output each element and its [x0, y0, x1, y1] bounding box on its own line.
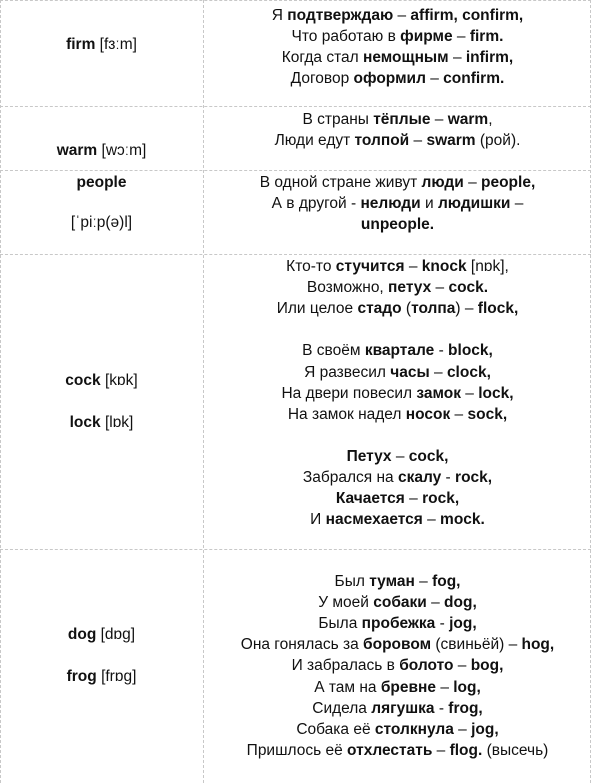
transcription: [kɒk] — [104, 372, 138, 389]
text-segment: – — [430, 111, 448, 128]
poem-line — [204, 741, 591, 761]
poem-line — [204, 27, 591, 47]
bold-text: people, — [481, 174, 536, 191]
word-cell — [0, 254, 203, 549]
text-segment: Пришлось её — [246, 741, 348, 759]
poem-line — [204, 278, 591, 298]
text-segment: - — [441, 469, 456, 486]
bold-text: отхлестать — [347, 741, 433, 759]
bold-text: тёплые — [373, 111, 431, 128]
text-segment: Она гонялась за — [240, 636, 364, 654]
poem-cell — [204, 254, 591, 549]
text-segment: Я развесил — [304, 363, 391, 381]
poem-cell — [204, 106, 591, 170]
poem-line — [204, 614, 591, 634]
text-segment: – — [453, 720, 472, 738]
word-cell — [0, 106, 203, 170]
bold-text: петух — [388, 279, 432, 297]
text-segment: - — [434, 699, 449, 717]
text-segment: – — [431, 279, 449, 297]
poem-line — [204, 447, 591, 467]
text-segment: – — [460, 384, 479, 402]
bold-text: Качается — [335, 490, 405, 508]
bold-text: block, — [448, 342, 493, 360]
text-segment: В одной стране живут — [259, 174, 422, 191]
table-row — [0, 254, 591, 550]
text-segment: Собака её — [296, 720, 375, 738]
bold-text: толпой — [354, 132, 410, 150]
headword: people — [76, 174, 127, 191]
bold-text: нелюди — [360, 195, 421, 213]
poem-line — [204, 173, 591, 193]
text-segment: – — [404, 490, 423, 508]
bold-text: бревне — [380, 678, 437, 696]
poem-line — [204, 299, 591, 319]
word-cell — [0, 549, 203, 783]
table-row — [0, 549, 591, 783]
headword: frog — [66, 668, 97, 685]
bold-text: пробежка — [361, 615, 436, 633]
bold-text: sock, — [467, 405, 508, 423]
headword: dog — [67, 626, 97, 643]
text-segment: В страны — [302, 111, 374, 128]
bold-text: flock, — [477, 300, 519, 318]
text-segment: – — [426, 594, 445, 612]
text-segment: [nɒk], — [466, 258, 509, 275]
poem-line — [204, 341, 591, 361]
text-segment: Была — [318, 615, 362, 633]
bold-text: лягушка — [371, 699, 435, 717]
poem-line — [204, 384, 591, 404]
text-segment: - — [434, 342, 449, 360]
text-segment: Договор — [290, 70, 354, 88]
bold-text: lock, — [478, 384, 514, 402]
text-segment: – — [429, 363, 447, 381]
text-segment: А в другой - — [271, 195, 361, 213]
text-segment: и — [420, 195, 438, 213]
text-segment: – — [391, 447, 409, 465]
bold-text: mock. — [440, 511, 485, 529]
headword-line — [0, 141, 203, 161]
text-segment: Забрался на — [302, 469, 398, 486]
text-segment: У моей — [318, 594, 374, 612]
transcription: [ˈpiːp(ə)l] — [70, 214, 133, 231]
text-segment: Я — [271, 7, 288, 24]
poem-line — [204, 48, 591, 68]
text-segment: – — [409, 132, 427, 150]
bold-text: фирме — [400, 28, 453, 46]
bold-text: замок — [416, 384, 461, 402]
poem-cell — [204, 0, 591, 106]
table-row — [0, 0, 591, 107]
poem-line — [204, 468, 591, 488]
text-segment: – — [414, 573, 433, 590]
transcription: [frɒg] — [101, 668, 137, 685]
bold-text: квартале — [364, 342, 435, 360]
poem-line — [204, 110, 591, 130]
text-segment: (свиньёй) – — [431, 636, 522, 654]
bold-text: подтверждаю — [287, 7, 394, 24]
headword: cock — [65, 372, 101, 389]
text-segment: – — [448, 49, 466, 67]
text-segment: Что работаю в — [291, 28, 401, 46]
poem-line — [204, 489, 591, 509]
bold-text: скалу — [397, 469, 442, 486]
text-segment: Люди едут — [274, 132, 355, 150]
bold-text: носок — [405, 405, 451, 423]
text-segment: Был — [334, 573, 370, 590]
bold-text: стучится — [335, 258, 405, 275]
bold-text: firm. — [469, 28, 504, 46]
poem-line — [204, 215, 591, 235]
text-segment: – — [404, 258, 422, 275]
transcription: [fɜːm] — [99, 36, 137, 53]
text-segment: – — [432, 741, 450, 759]
text-segment: – — [425, 70, 444, 88]
bold-text: часы — [390, 363, 430, 381]
bold-text: столкнула — [374, 720, 454, 738]
bold-text: frog, — [448, 699, 483, 717]
text-segment: Возможно, — [306, 279, 389, 297]
transcription: [dɒg] — [100, 626, 136, 643]
poem-line — [204, 131, 591, 151]
text-segment: - — [435, 615, 450, 633]
text-segment: На двери повесил — [281, 384, 417, 402]
headword-line — [0, 413, 203, 433]
bold-text: rock, — [455, 469, 493, 486]
headword-line — [0, 625, 203, 645]
table-row — [0, 170, 591, 255]
bold-text: туман — [369, 573, 415, 590]
poem-cell — [204, 549, 591, 783]
bold-text: толпа — [411, 300, 456, 318]
text-segment: Или целое — [276, 300, 358, 318]
poem-line — [204, 6, 591, 26]
text-segment: В своём — [302, 342, 365, 360]
bold-text: оформил — [353, 70, 426, 88]
poem-line — [204, 593, 591, 613]
text-segment: – — [463, 174, 481, 191]
text-segment: – — [422, 511, 441, 529]
headword-line — [0, 667, 203, 687]
headword: warm — [56, 142, 98, 159]
text-segment: – — [450, 405, 468, 423]
transcription-line — [0, 213, 203, 233]
transcription: [lɒk] — [104, 414, 134, 431]
poem-line — [204, 510, 591, 530]
text-segment: – — [510, 195, 524, 213]
text-segment: Сидела — [312, 699, 372, 717]
poem-line — [204, 194, 591, 214]
bold-text: cock. — [448, 279, 489, 297]
headword: firm — [66, 36, 96, 53]
bold-text: unpeople. — [360, 216, 435, 234]
text-segment: ) – — [455, 300, 478, 318]
text-segment: Кто-то — [286, 258, 336, 275]
bold-text: confirm. — [443, 70, 505, 88]
bold-text: jog, — [449, 615, 477, 633]
headword-line — [0, 173, 203, 193]
text-segment: А там на — [314, 678, 381, 696]
bold-text: стадо — [357, 300, 402, 318]
text-segment: – — [453, 657, 471, 675]
text-segment: – — [452, 28, 470, 46]
text-segment: – — [436, 678, 454, 696]
text-segment: – — [393, 7, 411, 24]
text-segment: И — [310, 511, 326, 529]
poem-line — [204, 572, 591, 592]
transcription: [wɔːm] — [101, 142, 147, 159]
word-cell — [0, 0, 203, 106]
text-segment: И забралась в — [291, 657, 400, 675]
bold-text: warm — [447, 111, 489, 128]
bold-text: люди — [421, 174, 464, 191]
headword: lock — [69, 414, 101, 431]
text-segment: На замок надел — [287, 405, 406, 423]
bold-text: болото — [399, 657, 454, 675]
bold-text: cock, — [408, 447, 449, 465]
poem-line — [204, 656, 591, 676]
bold-text: людишки — [437, 195, 511, 213]
bold-text: насмехается — [325, 511, 423, 529]
bold-text: bog, — [470, 657, 504, 675]
bold-text: собаки — [373, 594, 427, 612]
bold-text: fog, — [432, 573, 461, 590]
text-segment: , — [488, 111, 493, 128]
headword-line — [0, 371, 203, 391]
text-segment: (высечь) — [482, 741, 549, 759]
poem-line — [204, 405, 591, 425]
bold-text: hog, — [521, 636, 555, 654]
poem-line — [204, 363, 591, 383]
bold-text: dog, — [444, 594, 477, 612]
bold-text: rock, — [422, 490, 460, 508]
bold-text: Петух — [346, 447, 392, 465]
bold-text: clock, — [446, 363, 491, 381]
poem-line — [204, 69, 591, 89]
bold-text: log, — [453, 678, 481, 696]
bold-text: боровом — [363, 636, 432, 654]
poem-line — [204, 720, 591, 740]
poem-line — [204, 699, 591, 719]
table-row — [0, 106, 591, 171]
poem-line — [204, 635, 591, 655]
bold-text: swarm — [426, 132, 476, 150]
bold-text: affirm, confirm, — [410, 7, 524, 24]
bold-text: infirm, — [465, 49, 514, 67]
headword-line — [0, 35, 203, 55]
bold-text: flog. — [449, 741, 483, 759]
bold-text: немощным — [362, 49, 449, 67]
text-segment: ( — [401, 300, 412, 318]
word-cell — [0, 170, 203, 254]
poem-line — [204, 257, 591, 277]
poem-cell — [204, 170, 591, 254]
text-segment: (рой). — [475, 132, 521, 150]
text-segment: Когда стал — [281, 49, 363, 67]
poem-line — [204, 678, 591, 698]
bold-text: jog, — [471, 720, 499, 738]
bold-text: knock — [421, 258, 467, 275]
